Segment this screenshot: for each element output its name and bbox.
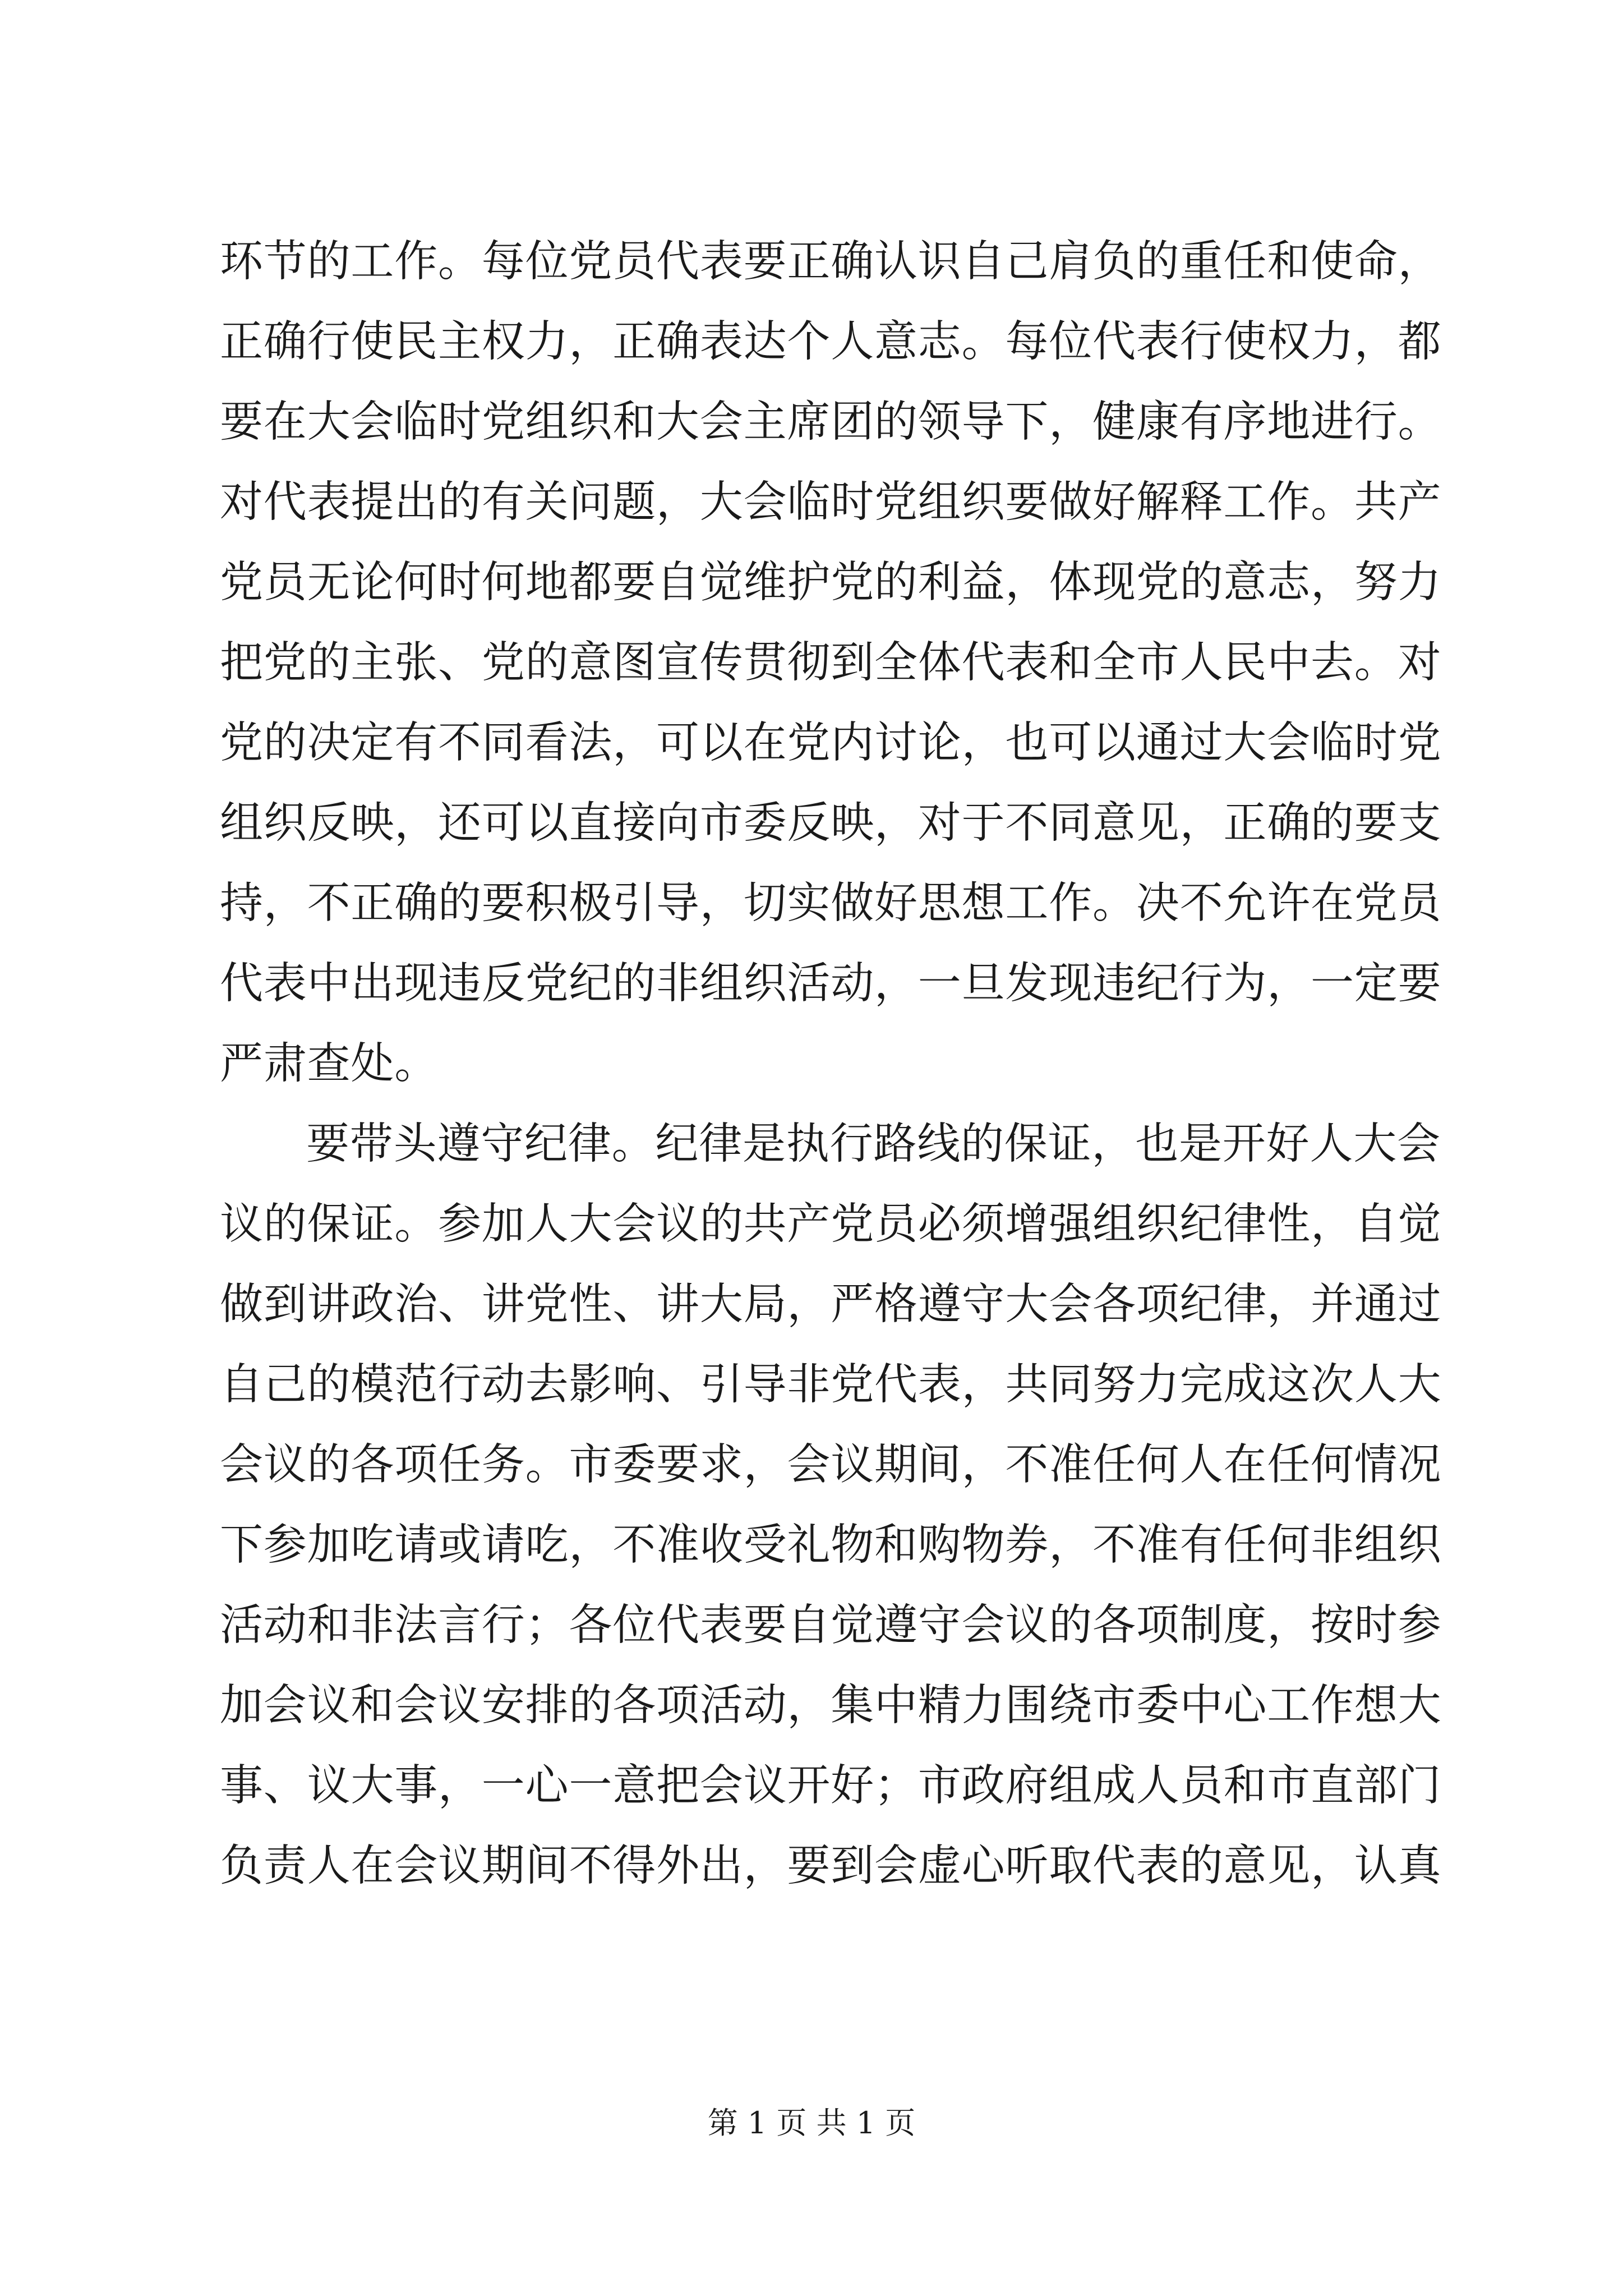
text-line: 事、议大事，一心一意把会议开好；市政府组成人员和市直部门: [220, 1761, 1442, 1811]
paragraph-1: [220, 222, 1442, 1104]
text-line: 自己的模范行动去影响、引导非党代表，共同努力完成这次人大: [220, 1360, 1442, 1410]
text-line: 党员无论何时何地都要自觉维护党的利益，体现党的意志，努力: [220, 558, 1442, 608]
text-line: 对代表提出的有关问题，大会临时党组织要做好解释工作。共产: [220, 477, 1442, 527]
text-line: 会议的各项任务。市委要求，会议期间，不准任何人在任何情况: [220, 1440, 1442, 1490]
paragraph-2: [220, 1104, 1442, 1906]
text-line: 要在大会临时党组织和大会主席团的领导下，健康有序地进行。: [220, 397, 1442, 447]
text-line: 环节的工作。每位党员代表要正确认识自己肩负的重任和使命，: [220, 237, 1442, 287]
text-line: 要带头遵守纪律。纪律是执行路线的保证，也是开好人大会: [306, 1119, 1441, 1169]
text-line: 加会议和会议安排的各项活动，集中精力围绕市委中心工作想大: [220, 1681, 1442, 1731]
text-line: 把党的主张、党的意图宣传贯彻到全体代表和全市人民中去。对: [220, 638, 1442, 688]
text-line: 严肃查处。: [220, 1039, 438, 1089]
text-line: 负责人在会议期间不得外出，要到会虚心听取代表的意见，认真: [220, 1841, 1442, 1891]
text-line: 党的决定有不同看法，可以在党内讨论，也可以通过大会临时党: [220, 718, 1442, 768]
text-line: 做到讲政治、讲党性、讲大局，严格遵守大会各项纪律，并通过: [220, 1280, 1442, 1329]
text-line: 活动和非法言行；各位代表要自觉遵守会议的各项制度，按时参: [220, 1600, 1442, 1650]
text-line: 持，不正确的要积极引导，切实做好思想工作。决不允许在党员: [220, 878, 1442, 928]
text-line: 下参加吃请或请吃，不准收受礼物和购物券，不准有任何非组织: [220, 1520, 1442, 1570]
document-body: [220, 222, 1442, 1906]
text-line: 代表中出现违反党纪的非组织活动，一旦发现违纪行为，一定要: [220, 959, 1442, 1009]
text-line: 议的保证。参加人大会议的共产党员必须增强组织纪律性，自觉: [220, 1199, 1442, 1249]
text-line: 组织反映，还可以直接向市委反映，对于不同意见，正确的要支: [220, 798, 1442, 848]
text-line: 正确行使民主权力，正确表达个人意志。每位代表行使权力，都: [220, 317, 1442, 367]
page-number-footer: 第 1 页 共 1 页: [707, 2105, 916, 2141]
